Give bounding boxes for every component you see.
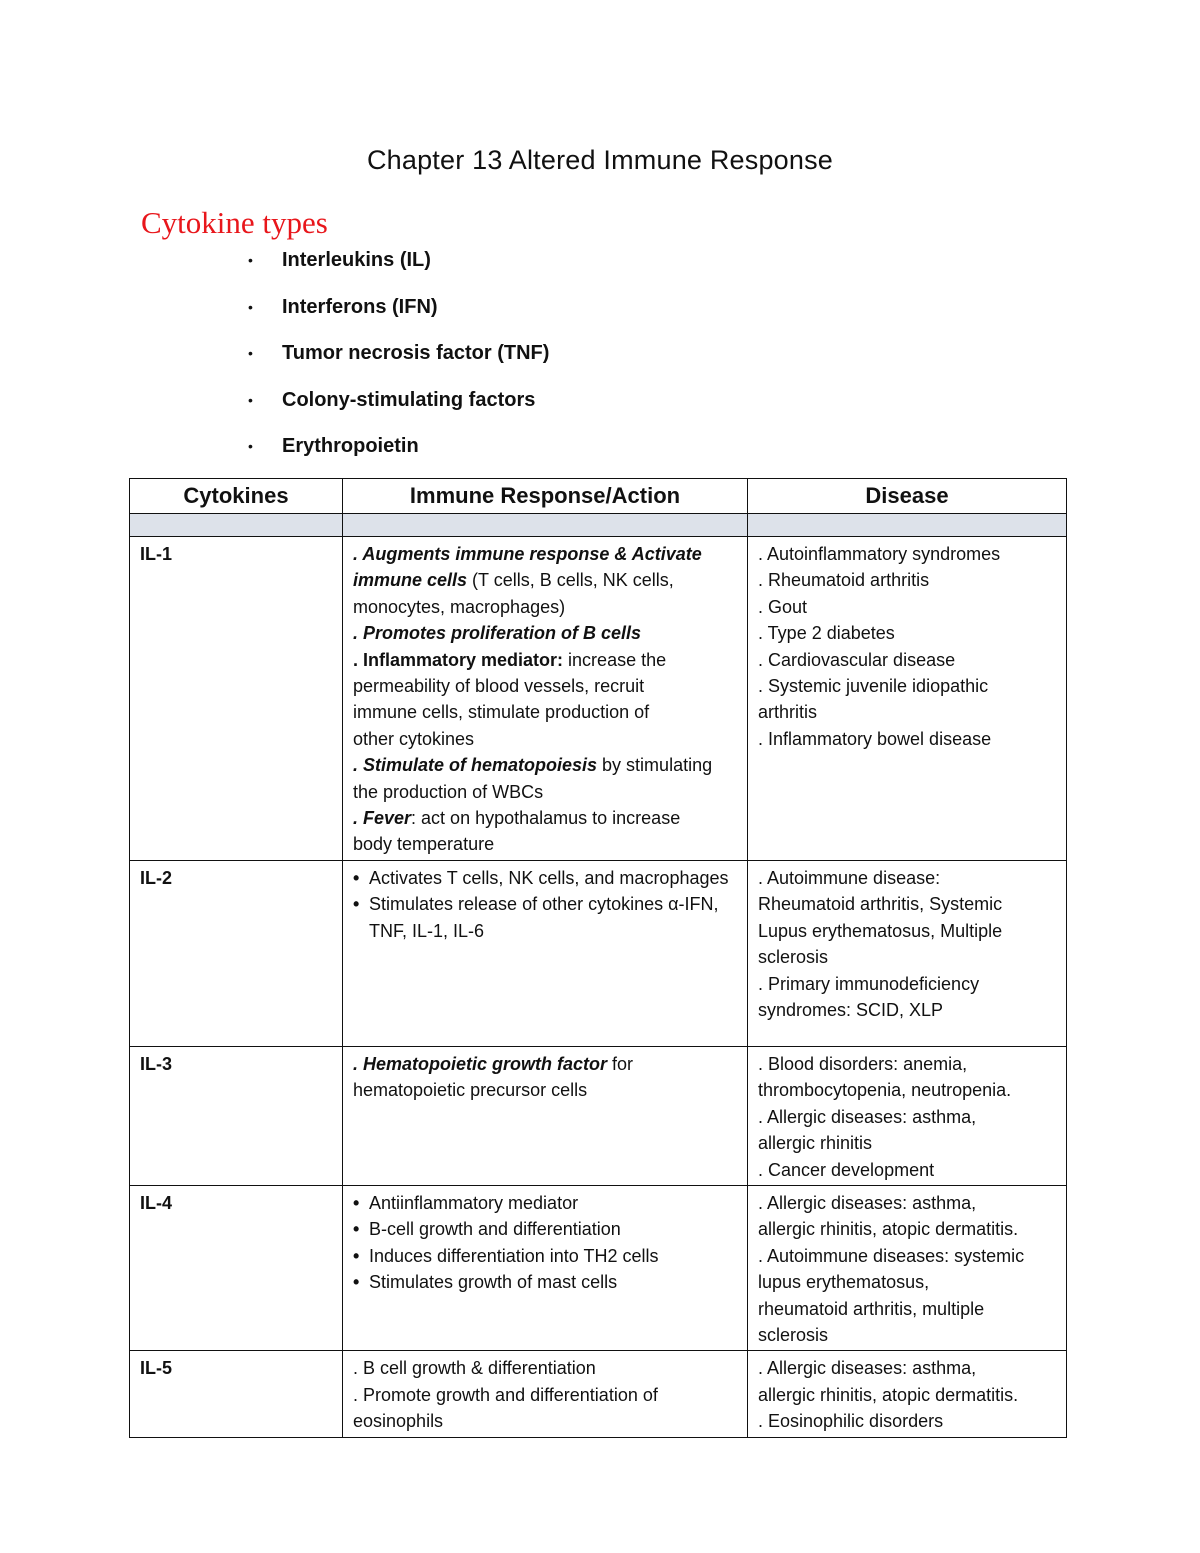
disease-cell [748,1046,1067,1185]
response-line: . B cell growth & differentiation [353,1358,596,1379]
disease-cell [748,860,1067,1046]
column-header-disease: Disease [748,479,1067,514]
disease-line: . Gout [758,596,808,617]
response-line: monocytes, macrophages) [353,596,566,617]
disease-line: . Type 2 diabetes [758,623,895,644]
disease-line: syndromes: SCID, XLP [758,999,944,1020]
response-cell [343,537,748,861]
response-cell [343,1351,748,1437]
response-bullet-list [353,865,737,944]
disease-line: . Cardiovascular disease [758,649,956,670]
cytokine-table [129,478,1067,1438]
table-row [130,537,1067,861]
disease-line: . Autoinflammatory syndromes [758,544,1001,564]
disease-line: Lupus erythematosus, Multiple [758,920,1003,941]
response-line: immune cells (T cells, B cells, NK cells, [353,570,674,591]
response-line: permeability of blood vessels, recruit [353,676,645,697]
cytokine-name: IL-1 [130,537,343,861]
disease-cell [748,1185,1067,1350]
response-cell [343,860,748,1046]
list-item: • Induces differentiation into TH2 cells [353,1243,737,1269]
table-row [130,860,1067,1046]
disease-line: . Systemic juvenile idiopathic [758,676,989,697]
disease-cell [748,537,1067,861]
response-line: . Hematopoietic growth factor for [353,1053,634,1074]
table-row [130,1046,1067,1185]
response-line: body temperature [353,834,495,855]
section-heading: Cytokine types [141,205,328,240]
disease-line: . Allergic diseases: asthma, [758,1192,977,1213]
disease-line: rheumatoid arthritis, multiple [758,1298,985,1319]
response-line: . Stimulate of hematopoiesis by stimulating [353,755,713,776]
response-line: other cytokines [353,728,475,749]
cytokine-name: IL-2 [130,860,343,1046]
disease-line: . Allergic diseases: asthma, [758,1106,977,1127]
disease-line: arthritis [758,702,818,723]
disease-line: . Blood disorders: anemia, [758,1053,968,1074]
disease-line: allergic rhinitis, atopic dermatitis. [758,1219,1019,1240]
list-item: • Colony-stimulating factors [248,384,549,431]
table-row [130,1185,1067,1350]
disease-line: . Allergic diseases: asthma, [758,1358,977,1379]
disease-line: lupus erythematosus, [758,1272,930,1293]
cytokine-name: IL-4 [130,1185,343,1350]
response-cell [343,1185,748,1350]
list-item: • Interferons (IFN) [248,291,549,338]
page-title: Chapter 13 Altered Immune Response [366,145,834,175]
cytokine-name: IL-5 [130,1351,343,1437]
response-line: . Inflammatory mediator: increase the [353,649,667,670]
response-line: the production of WBCs [353,781,544,802]
response-line: eosinophils [353,1411,444,1432]
response-line: hematopoietic precursor cells [353,1080,588,1101]
disease-line: . Primary immunodeficiency [758,973,980,994]
disease-line: . Eosinophilic disorders [758,1411,944,1432]
bullet-icon: • [248,298,253,315]
disease-line: sclerosis [758,947,829,968]
disease-cell [748,1351,1067,1437]
list-item: • Tumor necrosis factor (TNF) [248,337,549,384]
disease-line: . Inflammatory bowel disease [758,728,992,749]
list-item: • B-cell growth and differentiation [353,1216,737,1242]
response-line: . Augments immune response & Activate [353,544,702,564]
bullet-icon: • [248,391,253,408]
list-item: • Activates T cells, NK cells, and macrophages [353,865,737,891]
bullet-icon: • [248,252,253,268]
table-header-row [130,479,1067,514]
bullet-icon: • [248,345,253,361]
response-line: immune cells, stimulate production of [353,702,650,723]
list-item: • Interleukins (IL) [248,244,549,291]
disease-line: . Cancer development [758,1159,935,1180]
list-item: • Stimulates growth of mast cells [353,1269,737,1295]
shaded-spacer-row [130,514,1067,537]
disease-line: . Rheumatoid arthritis [758,570,930,591]
disease-line: thrombocytopenia, neutropenia. [758,1080,1012,1101]
list-item: • Antiinflammatory mediator [353,1190,737,1216]
disease-line: Rheumatoid arthritis, Systemic [758,894,1003,915]
disease-line: allergic rhinitis, atopic dermatitis. [758,1384,1019,1405]
table-row [130,1351,1067,1437]
response-line: . Promotes proliferation of B cells [353,623,642,644]
cytokine-name: IL-3 [130,1046,343,1185]
response-line: . Promote growth and differentiation of [353,1384,658,1405]
response-cell [343,1046,748,1185]
list-item: • Erythropoietin [248,430,549,477]
response-line: . Fever: act on hypothalamus to increase [353,808,681,829]
column-header-response: Immune Response/Action [343,479,748,514]
disease-line: . Autoimmune disease: [758,867,941,888]
response-bullet-list [353,1190,737,1296]
list-item: • Stimulates release of other cytokines α-IFN, TNF, IL-1, IL-6 [353,891,737,944]
bullet-icon: • [248,438,253,454]
disease-line: allergic rhinitis [758,1133,873,1154]
column-header-cytokines: Cytokines [130,479,343,514]
table-body [130,514,1067,1438]
cytokine-types-list [248,244,549,477]
disease-line: sclerosis [758,1324,829,1345]
disease-line: . Autoimmune diseases: systemic [758,1245,1025,1266]
